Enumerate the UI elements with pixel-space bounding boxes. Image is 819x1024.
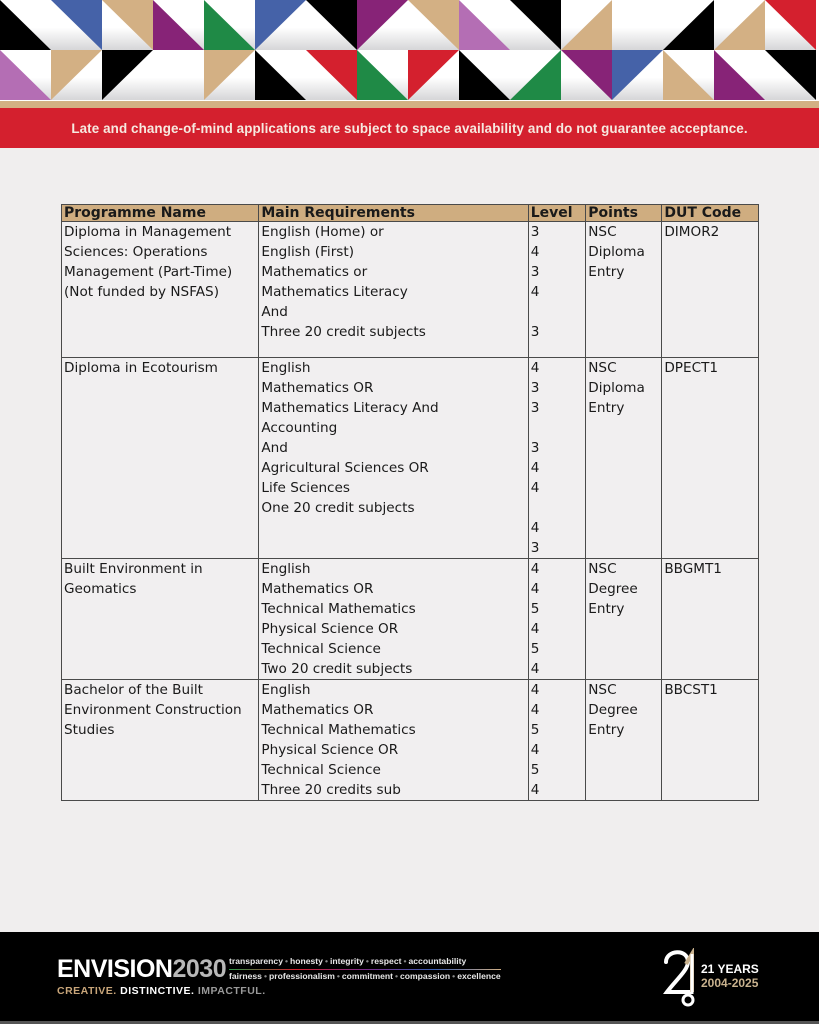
points-cell-line: Entry	[588, 264, 625, 280]
requirements-cell	[259, 222, 528, 358]
requirements-cell-line: Mathematics OR	[261, 702, 374, 718]
requirements-cell-line: One 20 credit subjects	[261, 500, 415, 516]
values-row-2	[229, 970, 501, 983]
banner-tile-black	[765, 50, 816, 100]
anniversary-range: 2004-2025	[701, 976, 759, 990]
programme-name-cell-line: Management (Part-Time)	[64, 264, 233, 280]
requirements-cell	[259, 358, 528, 559]
programme-name-cell-line: Geomatics	[64, 581, 137, 597]
level-cell	[528, 680, 586, 801]
requirements-cell-line: English (First)	[261, 244, 354, 260]
late-application-notice	[0, 108, 819, 148]
dut-code-cell	[662, 222, 759, 358]
banner-tile-green	[357, 50, 408, 100]
value-compassion: compassion	[400, 971, 451, 981]
points-cell-line: NSC	[588, 682, 617, 698]
points-cell-line: Entry	[588, 722, 625, 738]
requirements-cell-line: English	[261, 561, 311, 577]
programme-name-cell	[62, 559, 259, 680]
requirements-cell-line: Technical Science	[261, 641, 381, 657]
points-cell	[586, 680, 662, 801]
requirements-cell-line: And	[261, 304, 288, 320]
dut-code: BBCST1	[664, 682, 718, 698]
dut-code-cell	[662, 358, 759, 559]
tagline-impactful: IMPACTFUL.	[197, 985, 266, 997]
requirements-cell-line: Three 20 credits sub	[261, 782, 401, 798]
requirements-cell-line: Technical Mathematics	[261, 601, 416, 617]
level-cell-line: 3	[530, 400, 540, 416]
programme-name-cell	[62, 222, 259, 358]
points-cell	[586, 222, 662, 358]
requirements-cell-line: English	[261, 360, 311, 376]
dut-code-cell	[662, 559, 759, 680]
envision-2030-logo	[57, 955, 226, 983]
table-header-row	[62, 205, 759, 222]
programme-name-cell-line: Diploma in Ecotourism	[64, 360, 218, 376]
tagline	[57, 985, 266, 997]
anniversary-text	[701, 962, 759, 990]
banner-tile-blue	[51, 0, 102, 50]
value-integrity: integrity	[329, 956, 364, 966]
tagline-distinctive: DISTINCTIVE.	[120, 985, 195, 997]
banner-tile-tan	[561, 0, 612, 50]
banner-tile-black	[306, 0, 357, 50]
banner-tile-black	[102, 50, 153, 100]
level-cell-line: 5	[530, 722, 540, 738]
banner-tile-tan	[51, 50, 102, 100]
value-respect: respect	[370, 956, 402, 966]
separator-dot: •	[452, 971, 456, 981]
value-excellence: excellence	[457, 971, 501, 981]
value-professionalism: professionalism	[268, 971, 335, 981]
level-cell-line: 3	[530, 264, 540, 280]
separator-dot: •	[263, 971, 267, 981]
banner-tile-blue	[255, 0, 306, 50]
level-cell-line: 4	[530, 621, 540, 637]
banner-tile-black	[459, 50, 510, 100]
requirements-cell-line: Mathematics Literacy And	[261, 400, 439, 416]
level-cell	[528, 222, 586, 358]
programme-requirements-table	[61, 204, 759, 801]
level-cell-line: 4	[530, 460, 540, 476]
level-cell-line: 4	[530, 702, 540, 718]
points-cell-line: Degree	[588, 702, 638, 718]
level-cell-line: 4	[530, 581, 540, 597]
points-cell	[586, 559, 662, 680]
core-values	[229, 955, 501, 983]
banner-tile-blue	[612, 50, 663, 100]
programme-name-cell-line: Bachelor of the Built	[64, 682, 203, 698]
header-dut-code: DUT Code	[662, 205, 759, 222]
requirements-cell	[259, 680, 528, 801]
level-cell	[528, 358, 586, 559]
level-cell-line: 4	[530, 561, 540, 577]
points-cell	[586, 358, 662, 559]
requirements-cell-line: Three 20 credit subjects	[261, 324, 426, 340]
banner-tile-black	[0, 0, 51, 50]
points-cell-line: Entry	[588, 400, 625, 416]
level-cell-line: 4	[530, 682, 540, 698]
requirements-cell-line: Agricultural Sciences OR	[261, 460, 429, 476]
requirements-cell-line: Mathematics or	[261, 264, 368, 280]
banner-tile-tan	[204, 50, 255, 100]
level-cell-line: 4	[530, 284, 540, 300]
level-cell-line: 3	[530, 540, 540, 556]
notice-text: Late and change-of-mind applications are subject to space availability and do not guarantee acceptance.	[71, 120, 748, 136]
points-cell-line: NSC	[588, 224, 617, 240]
banner-tile-red	[765, 0, 816, 50]
level-cell-line: 3	[530, 324, 540, 340]
tan-divider-stripe	[0, 101, 819, 108]
points-cell-line: NSC	[588, 360, 617, 376]
level-cell-line: 5	[530, 762, 540, 778]
level-cell-line: 3	[530, 224, 540, 240]
header-points: Points	[586, 205, 662, 222]
separator-dot: •	[395, 971, 399, 981]
programme-name-cell-line: Environment Construction	[64, 702, 242, 718]
level-cell	[528, 559, 586, 680]
dut-code: DPECT1	[664, 360, 719, 376]
banner-tile-purple	[357, 0, 408, 50]
banner-tile-purple	[714, 50, 765, 100]
banner-tile-red	[408, 50, 459, 100]
level-cell-line: 4	[530, 661, 540, 677]
requirements-cell-line: Physical Science OR	[261, 621, 399, 637]
level-cell-line	[531, 498, 584, 518]
level-cell-line: 4	[530, 360, 540, 376]
banner-tile-lilac	[0, 50, 51, 100]
separator-dot: •	[324, 956, 328, 966]
banner-tile-red	[306, 50, 357, 100]
level-cell-line: 4	[530, 480, 540, 496]
level-cell-line: 5	[530, 601, 540, 617]
level-cell-line: 4	[530, 520, 540, 536]
brand-word: ENVISION	[57, 955, 173, 983]
header-level: Level	[528, 205, 586, 222]
points-cell-line: Diploma	[588, 380, 645, 396]
requirements-cell-line: Mathematics OR	[261, 581, 374, 597]
requirements-cell-line: English (Home) or	[261, 224, 384, 240]
requirements-cell-line: Mathematics OR	[261, 380, 374, 396]
programme-name-cell	[62, 680, 259, 801]
table-row	[62, 222, 759, 358]
table-row	[62, 358, 759, 559]
header-main-requirements: Main Requirements	[259, 205, 528, 222]
banner-tile-black	[255, 50, 306, 100]
programme-name-cell-line: Built Environment in	[64, 561, 203, 577]
value-fairness: fairness	[229, 971, 262, 981]
table-row	[62, 559, 759, 680]
programme-name-cell-line: Studies	[64, 722, 115, 738]
level-cell-line	[531, 418, 584, 438]
requirements-cell-line: Physical Science OR	[261, 742, 399, 758]
tagline-creative: CREATIVE.	[57, 985, 117, 997]
anniversary-years: 21 YEARS	[701, 962, 759, 976]
banner-tile-black	[510, 0, 561, 50]
banner-tile-tan	[663, 50, 714, 100]
requirements-cell-line: And	[261, 440, 288, 456]
header-programme-name: Programme Name	[62, 205, 259, 222]
banner-tile-purple	[561, 50, 612, 100]
dut-code: BBGMT1	[664, 561, 722, 577]
value-commitment: commitment	[341, 971, 393, 981]
level-cell-line: 4	[530, 742, 540, 758]
programme-name-cell	[62, 358, 259, 559]
separator-dot: •	[284, 956, 288, 966]
banner-tile-black	[663, 0, 714, 50]
requirements-cell	[259, 559, 528, 680]
level-cell-line: 3	[530, 440, 540, 456]
level-cell-line: 5	[530, 641, 540, 657]
separator-dot: •	[336, 971, 340, 981]
banner-tile-white	[612, 0, 663, 50]
banner-tile-tan	[714, 0, 765, 50]
level-cell-line: 3	[530, 380, 540, 396]
requirements-cell-line: Technical Science	[261, 762, 381, 778]
programme-name-cell-line: Diploma in Management	[64, 224, 232, 240]
requirements-cell-line: Technical Mathematics	[261, 722, 416, 738]
banner-tile-green	[204, 0, 255, 50]
dut-code: DIMOR2	[664, 224, 720, 240]
separator-dot: •	[403, 956, 407, 966]
values-row-1	[229, 955, 501, 970]
requirements-cell-line: Accounting	[261, 420, 338, 436]
decorative-banner	[0, 0, 819, 101]
level-cell-line: 4	[530, 244, 540, 260]
programme-name-cell-line: Sciences: Operations	[64, 244, 208, 260]
level-cell-line: 4	[530, 782, 540, 798]
programme-name-cell-line: (Not funded by NSFAS)	[64, 284, 219, 300]
requirements-cell-line: Life Sciences	[261, 480, 350, 496]
points-cell-line: Diploma	[588, 244, 645, 260]
banner-tile-lilac	[459, 0, 510, 50]
banner-tile-tan	[408, 0, 459, 50]
table-row	[62, 680, 759, 801]
dut-code-cell	[662, 680, 759, 801]
requirements-cell-line: Two 20 credit subjects	[261, 661, 413, 677]
value-transparency: transparency	[229, 956, 283, 966]
requirements-cell-line: Mathematics Literacy	[261, 284, 408, 300]
requirements-cell-line: English	[261, 682, 311, 698]
banner-tile-green	[510, 50, 561, 100]
level-cell-line	[531, 302, 584, 322]
banner-tile-tan	[102, 0, 153, 50]
points-cell-line: Degree	[588, 581, 638, 597]
value-accountability: accountability	[408, 956, 467, 966]
separator-dot: •	[365, 956, 369, 966]
points-cell-line: NSC	[588, 561, 617, 577]
brand-year: 2030	[172, 955, 227, 983]
banner-tile-white	[153, 50, 204, 100]
points-cell-line: Entry	[588, 601, 625, 617]
value-honesty: honesty	[290, 956, 323, 966]
banner-tile-purple	[153, 0, 204, 50]
